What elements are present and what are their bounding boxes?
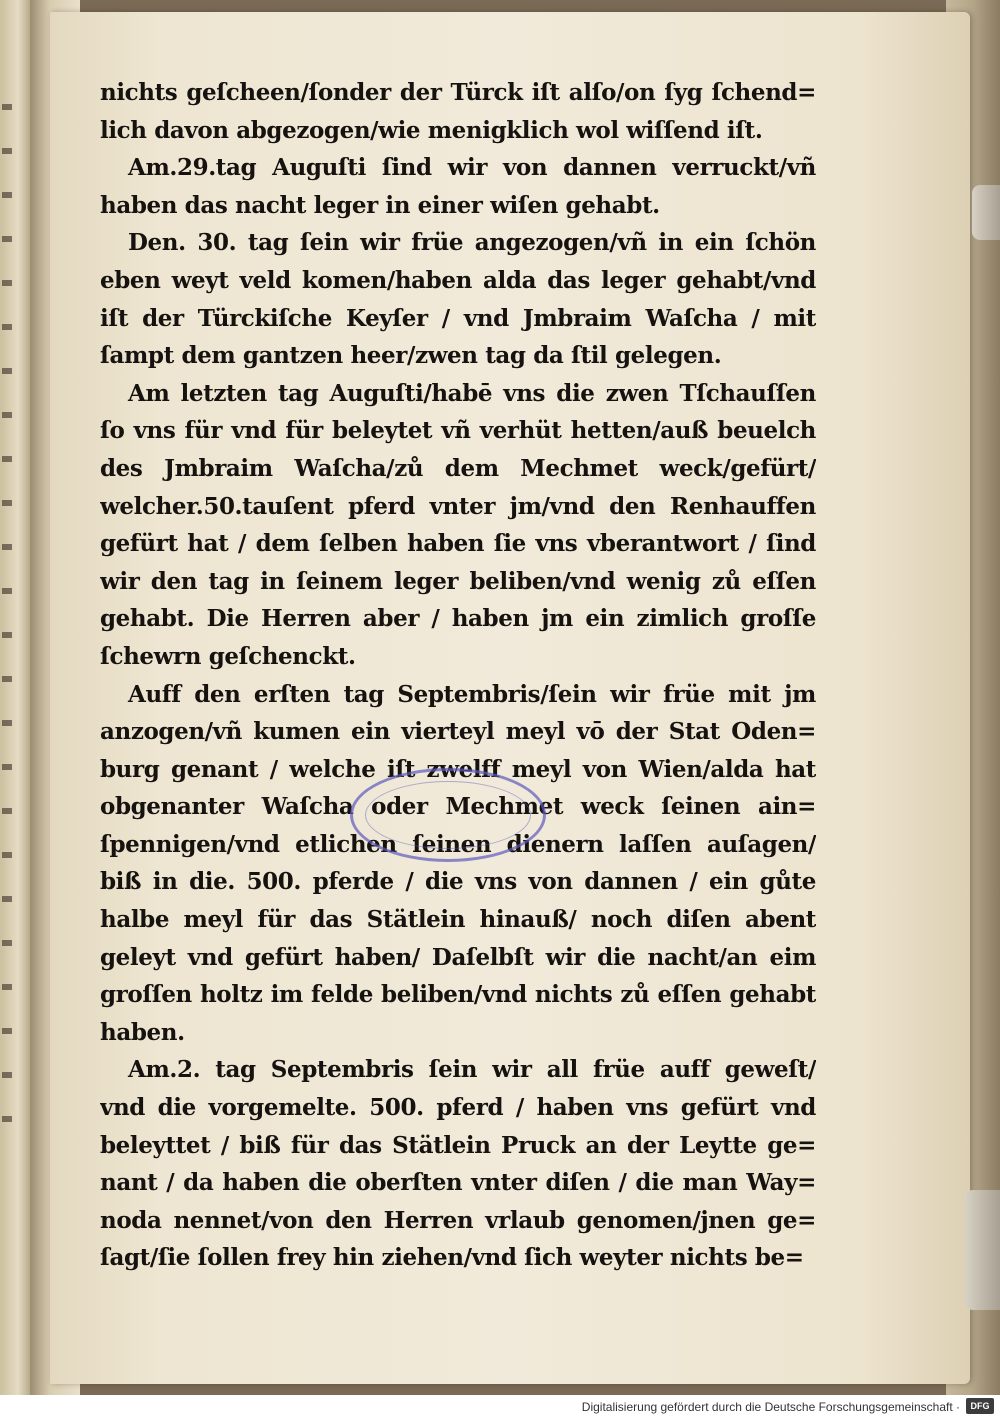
text-line: lich davon abgezogen/wie menigklich wol wiſſend iſt. (100, 116, 763, 144)
text-line: eben weyt veld komen/haben alda das leger gehabt/vnd (100, 266, 816, 294)
book-clamp-top (972, 185, 1000, 240)
text-line: Den. 30. tag ſein wir früe angezogen/vñ in ein ſchön (128, 229, 816, 257)
text-line: ſo vns für vnd für beleytet vñ verhüt hetten/auß beuelch (100, 417, 816, 445)
page-text-block (100, 74, 816, 1277)
text-line: vnd die vorgemelte. 500. pferd / haben vns gefürt vnd (100, 1094, 816, 1122)
book-clamp-bottom (965, 1190, 1000, 1310)
text-line: ſpennigen/vnd etlichen ſeinen dienern laſſen auſagen/ (100, 830, 816, 858)
text-line: nichts geſcheen/ſonder der Türck iſt alſo/on ſyg ſchend= (100, 79, 816, 106)
text-line: wir den tag in ſeinem leger beliben/vnd wenig zů eſſen (100, 567, 816, 595)
text-line: ſampt dem gantzen heer/zwen tag da ſtil gelegen. (100, 342, 722, 370)
digitization-footer (0, 1395, 1000, 1419)
text-line: des Jmbraim Waſcha/zů dem Mechmet weck/gefürt/ (100, 454, 816, 482)
library-stamp-inner-ring (365, 781, 531, 849)
text-line: groſſen holtz im felde beliben/vnd nichts zů eſſen gehabt (100, 981, 816, 1009)
text-line: geleyt vnd gefürt haben/ Daſelbſt wir die nacht/an eim (100, 943, 816, 971)
text-line: noda nennet/von den Herren vrlaub genomen/jnen ge= (100, 1206, 816, 1234)
text-line: beleyttet / biß für das Stätlein Pruck an der Leytte ge= (100, 1131, 816, 1159)
text-line: halbe meyl für das Stätlein hinauß/ noch diſen abent (100, 906, 816, 934)
text-line: Am.2. tag Septembris ſein wir all früe auff geweſt/ (128, 1056, 816, 1084)
text-line: ſchewrn geſchenckt. (100, 642, 356, 670)
footer-credit: Digitalisierung gefördert durch die Deutsche Forschungsgemeinschaft · (581, 1400, 960, 1414)
text-line: Am letzten tag Auguſti/habē vns die zwen Tſchauſſen (128, 379, 816, 407)
text-line: welcher.50.tauſent pferd vnter jm/vnd den Renhauffen (100, 492, 816, 520)
text-line: anzogen/vñ kumen ein vierteyl meyl vō der Stat Oden= (100, 718, 816, 746)
text-line: burg genant / welche iſt zwelff meyl von Wien/alda hat (100, 755, 816, 783)
text-line: gehabt. Die Herren aber / haben jm ein zimlich groſſe (100, 605, 816, 633)
text-line: obgenanter Waſcha oder Mechmet weck ſeinen ain= (100, 793, 816, 821)
facing-page-text-fragments (2, 80, 12, 1130)
text-line: haben. (100, 1018, 185, 1046)
text-line: Auff den erſten tag Septembris/ſein wir früe mit jm (128, 680, 816, 708)
text-line: ſagt/ſie ſollen frey hin ziehen/vnd ſich weyter nichts be= (100, 1244, 804, 1272)
text-line: biß in die. 500. pferde / die vns von dannen / ein gůte (100, 868, 816, 896)
dfg-logo: DFG (966, 1398, 994, 1414)
facing-page-edge (0, 0, 30, 1395)
text-line: gefürt hat / dem ſelben haben ſie vns vberantwort / ſind (100, 530, 816, 558)
text-line: haben das nacht leger in einer wiſen gehabt. (100, 191, 660, 219)
library-stamp (350, 768, 546, 862)
text-line: iſt der Türckiſche Keyſer / vnd Jmbraim Waſcha / mit (100, 304, 816, 332)
text-line: nant / da haben die oberſten vnter diſen / die man Way= (100, 1169, 816, 1197)
text-line: Am.29.tag Auguſti ſind wir von dannen verruckt/vñ (128, 154, 816, 182)
